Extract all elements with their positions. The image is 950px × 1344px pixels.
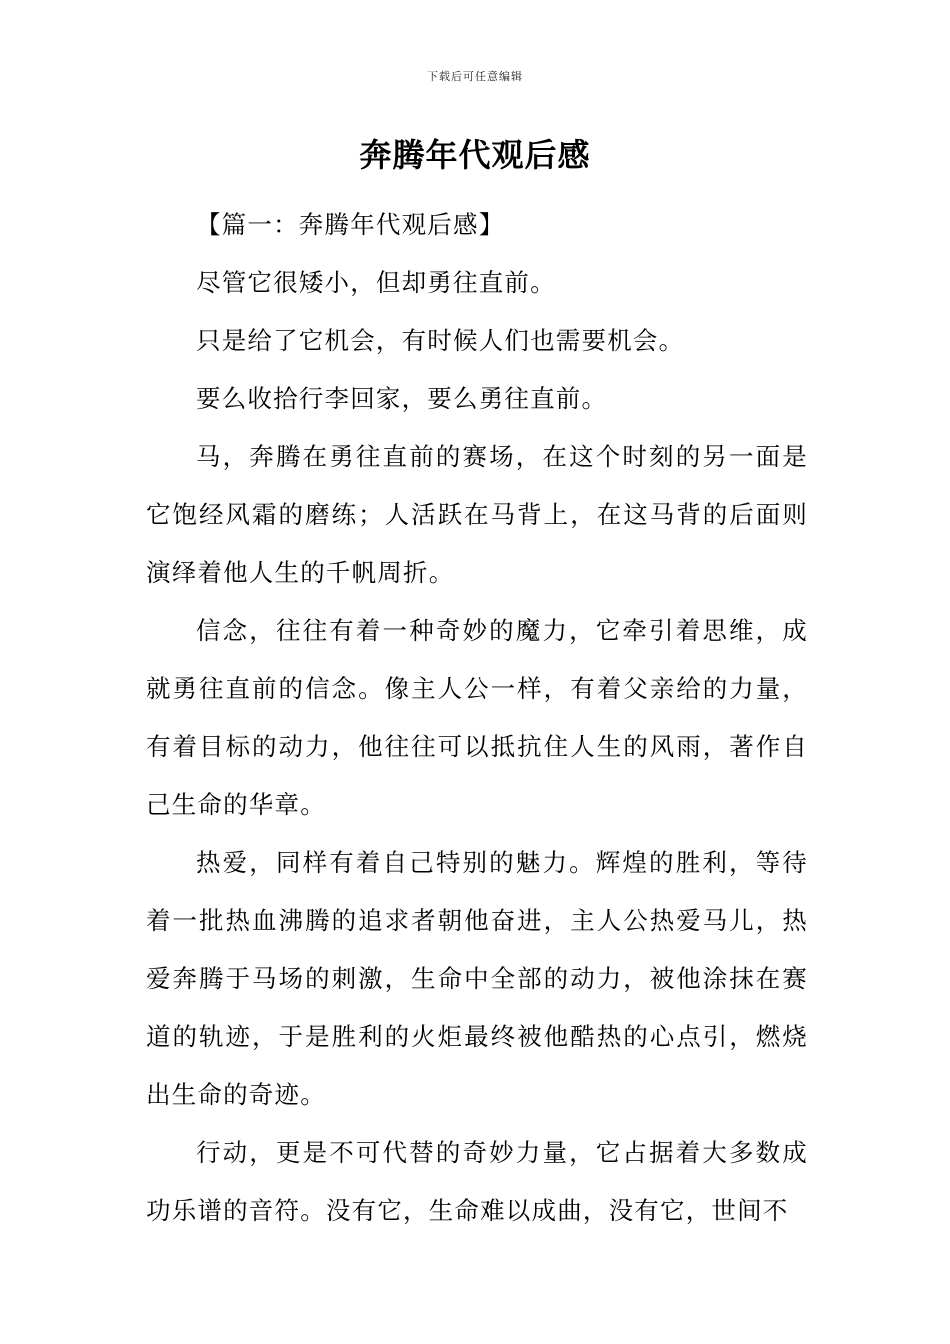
paragraph: 尽管它很矮小，但却勇往直前。 [196,268,556,297]
paragraph: 热爱，同样有着自己特别的魅力。辉煌的胜利，等待着一批热血沸腾的追求者朝他奋进，主人公热爱马儿，热爱奔腾于马场的刺激，生命中全部的动力，被他涂抹在赛道的轨迹，于是胜利的火炬最终被他酷热的心点引，燃烧出生命的奇迹。 [146,848,808,1109]
document-body [146,196,808,1240]
header-note: 下载后可任意编辑 [427,70,523,83]
paragraph: 马，奔腾在勇往直前的赛场，在这个时刻的另一面是它饱经风霜的磨练；人活跃在马背上，在这马背的后面则演绎着他人生的千帆周折。 [146,442,808,587]
paragraph: 信念，往往有着一种奇妙的魔力，它牵引着思维，成就勇往直前的信念。像主人公一样，有着父亲给的力量，有着目标的动力，他往往可以抵抗住人生的风雨，著作自己生命的华章。 [146,616,808,819]
paragraph: 只是给了它机会，有时候人们也需要机会。 [196,326,685,355]
document-title: 奔腾年代观后感 [359,136,591,174]
paragraph: 行动，更是不可代替的奇妙力量，它占据着大多数成功乐谱的音符。没有它，生命难以成曲，没有它，世间不 [146,1138,808,1225]
section-heading: 【篇一：奔腾年代观后感】 [196,210,505,239]
paragraph: 要么收拾行李回家，要么勇往直前。 [196,384,608,413]
